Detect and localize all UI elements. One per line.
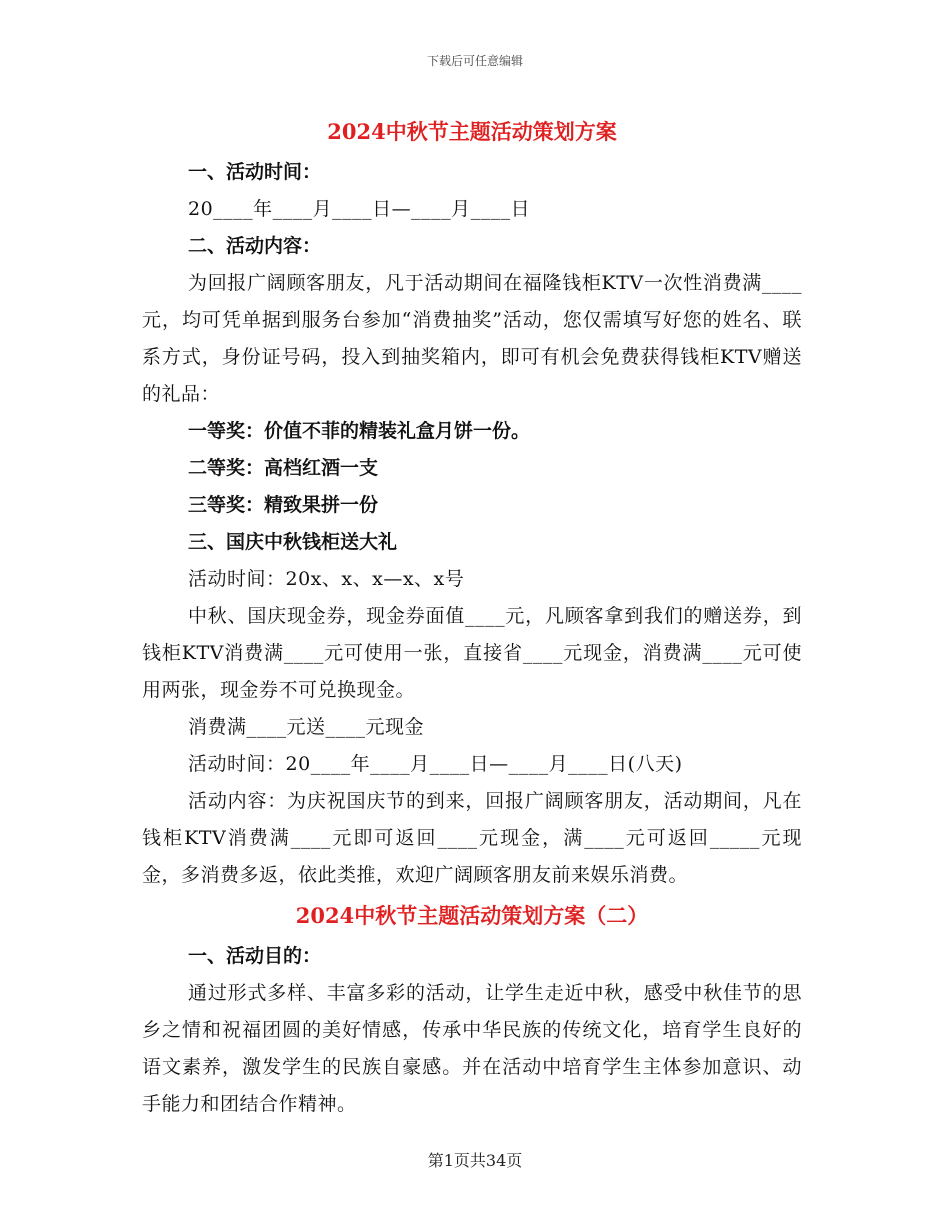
section-heading-time: 一、活动时间： <box>188 161 322 183</box>
section-heading-gift: 三、国庆中秋钱柜送大礼 <box>188 531 398 553</box>
content-paragraph: 为回报广阔顾客朋友，凡于活动期间在福隆钱柜KTV一次性消费满____元，均可凭单据到服务台参加“消费抽奖”活动，您仅需填写好您的姓名、联系方式，身份证号码，投入到抽奖箱内，即可有机会免费获得钱柜KTV赠送的礼品： <box>142 272 802 405</box>
cash-back-paragraph: 活动内容：为庆祝国庆节的到来，回报广阔顾客朋友，活动期间，凡在钱柜KTV消费满____元即可返回____元现金，满____元可返回_____元现金，多消费多返，依此类推，欢迎广阔顾客朋友前来娱乐消费。 <box>142 790 802 886</box>
cash-back-time-line: 活动时间：20____年____月____日—____月____日(八天) <box>188 753 683 775</box>
prize-second: 二等奖：高档红酒一支 <box>188 457 379 479</box>
page-header-note: 下载后可任意编辑 <box>426 54 523 68</box>
page-number: 第1页共34页 <box>427 1151 523 1170</box>
prize-third: 三等奖：精致果拼一份 <box>188 494 379 516</box>
section-heading-purpose: 一、活动目的： <box>188 945 322 967</box>
purpose-paragraph: 通过形式多样、丰富多彩的活动，让学生走近中秋，感受中秋佳节的思乡之情和祝福团圆的美好情感，传承中华民族的传统文化，培育学生良好的语文素养，激发学生的民族自豪感。并在活动中培育学生主体参加意识、动手能力和团结合作精神。 <box>142 982 802 1115</box>
prize-first: 一等奖：价值不菲的精装礼盒月饼一份。 <box>188 420 531 442</box>
document-title-2: 2024中秋节主题活动策划方案（二） <box>295 903 649 928</box>
document-body <box>142 112 802 1123</box>
cash-back-line: 消费满____元送____元现金 <box>188 716 425 738</box>
document-title: 2024中秋节主题活动策划方案 <box>327 119 617 144</box>
section-heading-content: 二、活动内容： <box>188 235 322 257</box>
activity-date-line: 20____年____月____日—____月____日 <box>188 198 531 220</box>
gift-time-line: 活动时间：20x、x、x—x、x号 <box>188 568 465 590</box>
voucher-paragraph: 中秋、国庆现金券，现金券面值____元，凡顾客拿到我们的赠送券，到钱柜KTV消费满____元可使用一张，直接省____元现金，消费满____元可使用两张，现金券不可兑换现金。 <box>142 605 802 701</box>
